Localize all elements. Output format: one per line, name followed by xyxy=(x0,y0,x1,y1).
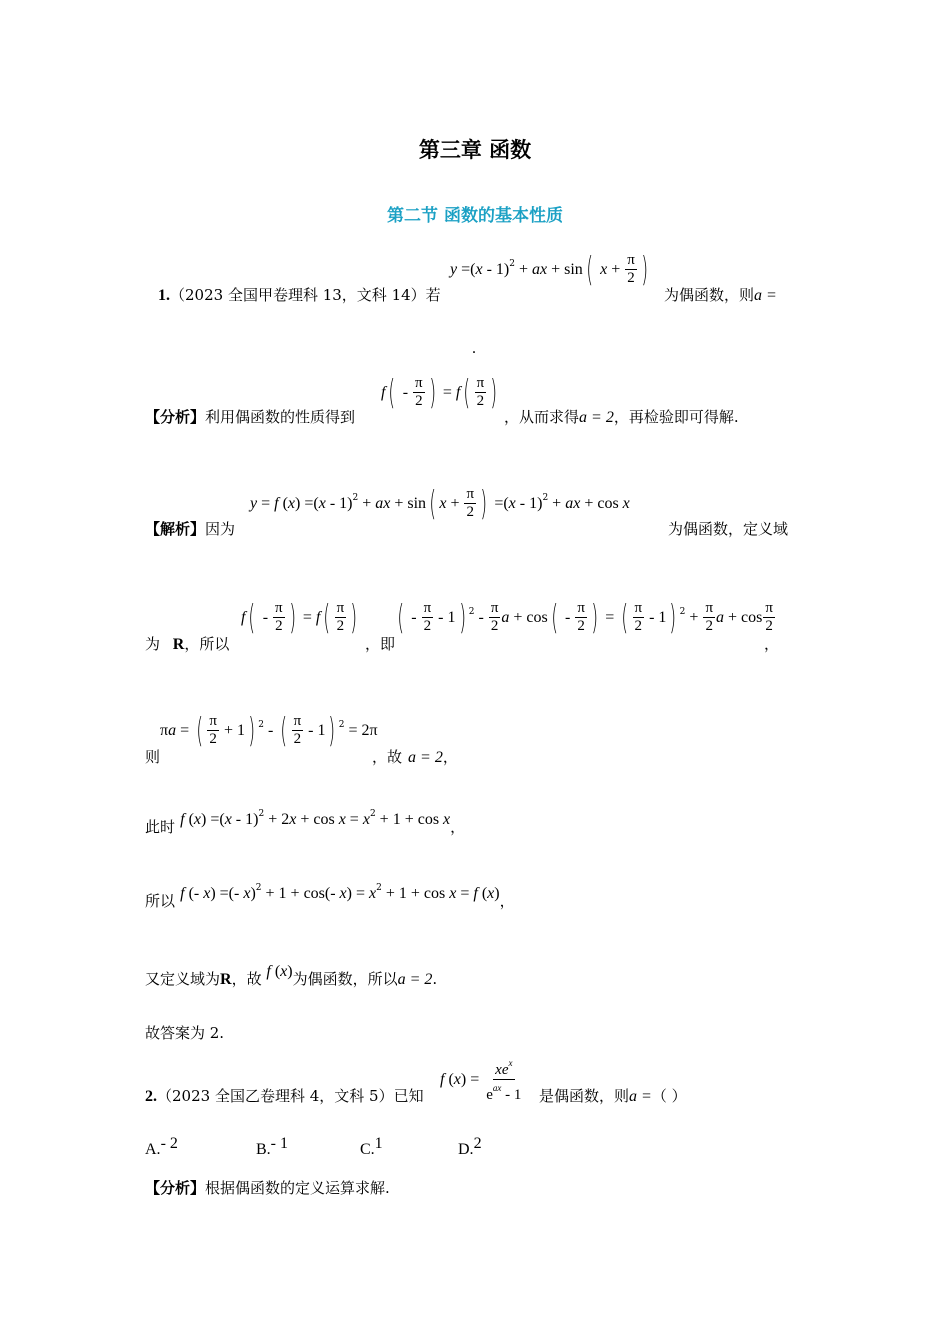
line2-prefix: 为 xyxy=(145,635,161,653)
line6-a: a = 2 xyxy=(397,971,433,988)
chapter-title: 第三章 函数 xyxy=(418,137,532,162)
option-c-label: C. xyxy=(360,1141,375,1158)
line2-text: ，所以 xyxy=(184,635,230,653)
q2-analysis-text: 根据偶函数的定义运算求解. xyxy=(205,1179,390,1197)
a1-line2-formula-a: f( - $\frac{\pi}{2}$ ) = f( $\frac{\pi}{2}$ ) xyxy=(241,597,358,638)
q2-option-c[interactable] xyxy=(360,1135,383,1159)
option-d-label: D. xyxy=(458,1141,474,1158)
analysis-text-3: ，再检验即可得解. xyxy=(613,408,739,426)
q2-source: （2023 全国乙卷理科 4，文科 5）已知 xyxy=(157,1087,424,1105)
q1-source: （2023 全国甲卷理科 13，文科 14）若 xyxy=(170,286,441,304)
q1-a-eq: a = xyxy=(754,287,777,304)
q2-suffix xyxy=(539,1085,687,1106)
line6-text-1: 又定义域为 xyxy=(145,970,221,988)
q2-option-d[interactable] xyxy=(458,1135,482,1159)
a1-line2-ji: ，即 xyxy=(365,635,396,653)
option-a-value: - 2 xyxy=(160,1135,178,1152)
analysis-text: 利用偶函数的性质得到 xyxy=(205,408,356,426)
q2-analysis xyxy=(145,1177,390,1198)
a1-solution-formula: y = f (x) =(x - 1)$^2$ + ax + sin( x + $\frac{\pi}{2}$ ) =(x - 1)$^2$ + ax + cos x xyxy=(250,483,630,524)
line4-end: ， xyxy=(450,818,466,836)
a1-line3-formula: πa = ( $\frac{\pi}{2}$ + 1) $^2$ - ( $\frac{\pi}{2}$ - 1) $^2$ = 2π xyxy=(160,710,378,751)
option-d-value: 2 xyxy=(473,1135,482,1152)
analysis-a: a = 2 xyxy=(579,409,614,426)
option-b-label: B. xyxy=(256,1141,271,1158)
q2-formula: f (x) = $\frac{xe^x}{e^{ax} - 1}$ xyxy=(440,1055,524,1104)
option-c-value: 1 xyxy=(374,1135,383,1152)
a1-line2-prefix xyxy=(145,633,229,654)
line3-a: a = 2 xyxy=(408,749,443,766)
line6-text-2: ，故 xyxy=(231,970,262,988)
q2-analysis-label: 【分析】 xyxy=(145,1179,206,1197)
line3-text: ，故 xyxy=(372,748,403,766)
a1-solution xyxy=(145,518,235,539)
a1-line3-prefix: 则 xyxy=(145,748,161,766)
a1-answer: 故答案为 2. xyxy=(145,1024,225,1042)
q2-option-b[interactable] xyxy=(256,1135,288,1159)
q2-stem xyxy=(145,1085,424,1106)
a1-solution-end: 为偶函数，定义域 xyxy=(668,520,789,538)
a1-analysis-rest xyxy=(504,406,739,427)
q2-number: 2. xyxy=(145,1088,157,1105)
a1-line2-end: ， xyxy=(764,635,780,653)
line4-prefix: 此时 xyxy=(145,818,176,836)
line5-end: ， xyxy=(499,892,515,910)
section-title: 第二节 函数的基本性质 xyxy=(387,206,563,226)
a1-analysis-formula: f( - $\frac{\pi}{2}$ ) = f( $\frac{\pi}{2}$ ) xyxy=(381,372,498,413)
analysis-label: 【分析】 xyxy=(145,408,206,426)
line5-prefix: 所以 xyxy=(145,892,176,910)
q1-stem xyxy=(158,284,441,305)
a1-line4: 此时 f $(x) =(x - 1)^2 + 2x + \cos x = x^2 + 1 + \cos x$， xyxy=(145,809,466,836)
solution-label: 【解析】 xyxy=(145,520,206,538)
q1-blank: . xyxy=(472,340,476,357)
q1-suffix xyxy=(664,284,777,305)
q2-option-a[interactable] xyxy=(145,1135,178,1159)
q2-paren: （ ） xyxy=(651,1087,687,1105)
solution-text: 因为 xyxy=(205,520,236,538)
a1-analysis xyxy=(145,406,355,427)
a1-line5: 所以 f (- x) =(- x)$^2$ + 1 + cos(- $x) = x^2 + 1 + \cos x = f$ (x)， xyxy=(145,883,515,910)
line2-R: R xyxy=(172,636,185,653)
line3-end: ， xyxy=(442,748,458,766)
q1-formula: y =(x - 1)$^2$ + ax + sin( x + $\frac{\pi}{2}$ ) xyxy=(450,249,648,290)
q2-a-eq: a = xyxy=(629,1088,652,1105)
analysis-text-2: ，从而求得 xyxy=(504,408,580,426)
a1-line6: 又定义域为R，故 f (x)为偶函数，所以a = 2. xyxy=(145,963,438,988)
option-a-label: A. xyxy=(145,1141,161,1158)
option-b-value: - 1 xyxy=(270,1135,288,1152)
line6-text-3: 为偶函数，所以 xyxy=(292,970,398,988)
q2-suffix-text: 是偶函数，则 xyxy=(539,1087,630,1105)
line6-end: . xyxy=(432,970,438,988)
line6-R: R xyxy=(220,971,232,988)
q1-suffix-text: 为偶函数，则 xyxy=(664,286,755,304)
q1-number: 1. xyxy=(158,287,170,304)
a1-line3 xyxy=(372,746,458,767)
a1-line2-formula-b: ( - $\frac{\pi}{2}$ - 1) $^2$ - $\frac{\pi}{2}$ a + cos( - $\frac{\pi}{2}$ ) = ( $\frac{\pi}{2}$ - 1) $^2$ + $\frac{\pi}{2}$ a + cos $\frac{\pi}{2}$ xyxy=(397,597,773,638)
